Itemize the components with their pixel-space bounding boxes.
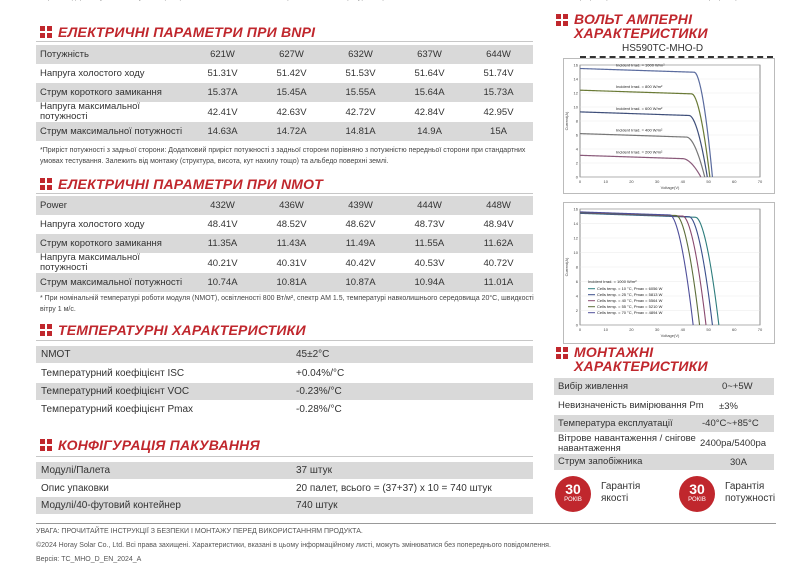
y-tick-label: 14 xyxy=(573,76,578,82)
cell: 10.87A xyxy=(326,273,395,292)
x-tick-label: 10 xyxy=(603,179,608,184)
row-label: Струм короткого замикання xyxy=(36,234,188,253)
row-label: Модулі/Палета xyxy=(41,465,111,476)
irradiance-label: Incident Irrad. = 1000 W/m² xyxy=(588,279,637,284)
table-row xyxy=(36,346,533,363)
row-value: 20 палет, всього = (37+37) x 10 = 740 штук xyxy=(296,483,492,494)
row-label: Вибір живлення xyxy=(558,380,629,392)
x-tick-label: 0 xyxy=(578,179,582,184)
y-axis-label: Current(A) xyxy=(564,111,569,131)
row-label: Струм максимальної потужності xyxy=(36,122,188,141)
curve-label: Incident Irrad. = 400 W/m² xyxy=(616,127,663,133)
cell: 40.53V xyxy=(414,257,445,269)
table-row xyxy=(36,462,533,479)
y-tick-label: 4 xyxy=(575,293,578,299)
x-tick-label: 30 xyxy=(654,179,660,184)
nmot-section-header xyxy=(40,176,323,192)
cell: 439W xyxy=(326,196,395,215)
table-row xyxy=(36,273,533,292)
badge-unit: РОКІВ xyxy=(564,497,582,503)
cell: 11.01A xyxy=(464,273,533,292)
quality-warranty-label: Гарантія якості xyxy=(601,481,641,504)
bnpi-section-header xyxy=(40,24,315,40)
cell: 627W xyxy=(257,45,326,64)
cell: 11.55A xyxy=(395,234,464,253)
legend-entry: Cells temp. = 70 °C, Pmax = 4894 W xyxy=(597,310,663,315)
row-value: 37 штук xyxy=(296,465,332,476)
curve-label: Incident Irrad. = 800 W/m² xyxy=(616,84,663,90)
y-tick-label: 16 xyxy=(573,206,578,212)
y-axis-label: Current(A) xyxy=(564,257,569,277)
row-label: Невизначеність вимірювання Pm xyxy=(558,400,704,411)
cell: 14.72A xyxy=(257,122,326,141)
iv-chart-temperature xyxy=(563,202,775,344)
curve-label: Incident Irrad. = 1000 W/m² xyxy=(616,62,665,68)
row-label: Вітрове навантаження / снігове навантаження xyxy=(558,432,696,454)
cell: 10.81A xyxy=(257,273,326,292)
mounting-section-header xyxy=(556,345,714,373)
bnpi-table xyxy=(36,45,533,141)
cell: 42.95V xyxy=(483,106,514,118)
iv-chart-irradiance-svg xyxy=(564,59,774,193)
x-tick-label: 0 xyxy=(578,327,582,332)
packaging-title: КОНФІГУРАЦІЯ ПАКУВАННЯ xyxy=(58,437,260,453)
row-label: Струм максимальної потужності xyxy=(36,273,188,292)
row-value: +0.04%/°C xyxy=(296,368,345,379)
row-label: Температурний коефіцієнт Pmax xyxy=(41,404,194,415)
table-row xyxy=(36,253,533,273)
row-label: Температурний коефіцієнт ISC xyxy=(41,368,185,379)
cell: 42.72V xyxy=(345,106,376,118)
y-tick-label: 6 xyxy=(575,132,578,138)
bnpi-note: *Приріст потужності з задньої сторони: Додатковий приріст потужності з задньої сторони порівняно з потужністю передньої сторони при стандартних умовах тестування. Залежить від монтажу (структура, висота, кут нахилу тощо) та альбедо поверхні землі. xyxy=(40,147,526,165)
y-tick-label: 6 xyxy=(575,279,578,284)
table-row xyxy=(36,83,533,102)
grid-icon xyxy=(40,26,52,38)
table-row xyxy=(554,378,774,395)
chart-plot xyxy=(564,63,763,191)
iv-curve xyxy=(580,90,710,177)
nmot-note: * При номінальній температурі роботи модуля (NMOT), освітленості 800 Вт/м², спектр AM 1.5, температурі навколишнього середовища 20°C, швидкості вітру 1 м/с. xyxy=(40,295,534,313)
y-tick-label: 0 xyxy=(575,174,578,180)
nmot-title: ЕЛЕКТРИЧНІ ПАРАМЕТРИ ПРИ NMOT xyxy=(58,176,323,192)
cell: 40.31V xyxy=(276,257,307,269)
table-row xyxy=(36,401,533,418)
x-axis-label: Voltage(V) xyxy=(660,185,680,190)
legend-entry: Cells temp. = 25 °C, Pmax = 5813 W xyxy=(597,292,663,297)
row-value: 0~+5W xyxy=(722,381,753,392)
grid-icon xyxy=(40,324,52,336)
table-row xyxy=(36,102,533,122)
cell: 15.73A xyxy=(464,83,533,102)
y-tick-label: 0 xyxy=(575,322,578,328)
table-row xyxy=(554,454,774,470)
cell: 42.41V xyxy=(207,106,238,118)
table-row xyxy=(554,397,774,415)
cell: 15.37A xyxy=(188,83,257,102)
iv-chart-temperature-svg xyxy=(564,203,774,343)
cell: 42.84V xyxy=(414,106,445,118)
y-tick-label: 4 xyxy=(575,146,578,152)
y-tick-label: 10 xyxy=(573,250,578,255)
iv-section-header xyxy=(556,12,714,40)
row-label: Потужність xyxy=(36,45,188,64)
x-tick-label: 50 xyxy=(706,179,711,184)
mounting-title: МОНТАЖНІ ХАРАКТЕРИСТИКИ xyxy=(574,344,708,374)
cell: 11.62A xyxy=(464,234,533,253)
badge-years: 30 xyxy=(689,481,705,497)
row-label: Температура експлуатації xyxy=(558,417,673,429)
top-fragment-a xyxy=(576,0,623,1)
cell: 48.41V xyxy=(207,219,238,230)
footer-copyright: ©2024 Horay Solar Co., Ltd. Всі права захищені. Характеристики, вказані в цьому інформаційному листі, можуть змінюватися без попереднього повідомлення. xyxy=(36,542,551,549)
cell: 51.53V xyxy=(345,68,376,79)
row-value: -0.23%/°C xyxy=(296,386,342,397)
grid-icon xyxy=(40,439,52,451)
y-tick-label: 10 xyxy=(573,104,578,110)
packaging-section-header xyxy=(40,437,260,453)
cell: 444W xyxy=(395,196,464,215)
badge-unit: РОКІВ xyxy=(688,497,706,503)
table-row xyxy=(554,415,774,432)
grid-icon xyxy=(556,347,568,359)
cell: 48.73V xyxy=(414,219,445,230)
cell: 51.42V xyxy=(276,68,307,79)
row-value: ±3% xyxy=(719,400,738,412)
cell: 15.64A xyxy=(395,83,464,102)
cell: 432W xyxy=(188,196,257,215)
bnpi-title: ЕЛЕКТРИЧНІ ПАРАМЕТРИ ПРИ BNPI xyxy=(58,24,316,40)
x-tick-label: 20 xyxy=(629,327,634,332)
footer-divider xyxy=(36,523,776,524)
cell: 637W xyxy=(395,45,464,64)
legend-entry: Cells temp. = 40 °C, Pmax = 5564 W xyxy=(597,298,663,303)
table-row xyxy=(554,433,774,454)
legend-entry: Cells temp. = 55 °C, Pmax = 5210 W xyxy=(597,304,663,309)
cell: 14.9A xyxy=(395,122,464,141)
table-row xyxy=(36,383,533,400)
cell: 40.42V xyxy=(345,257,376,269)
x-tick-label: 40 xyxy=(680,179,686,184)
cell: 644W xyxy=(464,45,533,64)
x-tick-label: 30 xyxy=(654,327,660,332)
y-tick-label: 8 xyxy=(575,264,578,270)
table-row xyxy=(36,45,533,64)
y-tick-label: 2 xyxy=(575,160,578,166)
cell: 15.45A xyxy=(257,83,326,102)
row-value: 2400pa/5400pa xyxy=(700,438,767,449)
divider xyxy=(36,340,533,341)
table-row xyxy=(36,196,533,215)
row-value: 30A xyxy=(730,456,747,468)
cell: 51.64V xyxy=(414,68,445,79)
table-row xyxy=(36,215,533,234)
temperature-section-header xyxy=(40,322,306,338)
badge-years: 30 xyxy=(565,481,581,497)
x-tick-label: 70 xyxy=(757,327,763,332)
cell: 448W xyxy=(464,196,533,215)
table-row xyxy=(36,234,533,253)
cell: 48.62V xyxy=(345,219,376,230)
row-label: Power xyxy=(36,196,188,215)
y-tick-label: 8 xyxy=(575,118,578,124)
cell: 11.49A xyxy=(326,234,395,253)
y-tick-label: 12 xyxy=(573,90,578,96)
cell: 15A xyxy=(464,122,533,141)
x-tick-label: 10 xyxy=(603,327,608,332)
row-label: Напруга холостого ходу xyxy=(40,218,145,230)
cell: 51.31V xyxy=(207,68,238,79)
iv-curve xyxy=(580,134,705,177)
cell: 48.52V xyxy=(276,219,307,230)
y-tick-label: 16 xyxy=(573,62,578,68)
x-tick-label: 50 xyxy=(706,327,711,332)
divider xyxy=(36,193,533,194)
table-row xyxy=(36,480,533,497)
row-value: 740 штук xyxy=(296,500,338,511)
x-tick-label: 60 xyxy=(732,179,737,184)
footer-warning: УВАГА: ПРОЧИТАЙТЕ ІНСТРУКЦІЇ З БЕЗПЕКИ І МОНТАЖУ ПЕРЕД ВИКОРИСТАННЯМ ПРОДУКТА. xyxy=(36,528,363,535)
top-fragment-b xyxy=(705,0,752,1)
curve-label: Incident Irrad. = 600 W/m² xyxy=(616,105,663,111)
power-warranty-badge xyxy=(679,476,715,512)
quality-warranty-badge xyxy=(555,476,591,512)
chart-plot xyxy=(564,207,763,339)
table-row xyxy=(36,122,533,141)
cell: 40.72V xyxy=(483,257,514,269)
row-label: Напруга максимальної потужності xyxy=(40,252,141,273)
iv-curve xyxy=(580,155,701,177)
row-label: Струм запобіжника xyxy=(558,456,643,467)
row-label: Напруга максимальної потужності xyxy=(40,101,141,122)
power-warranty-label: Гарантія потужності xyxy=(725,481,776,504)
x-tick-label: 20 xyxy=(629,179,634,184)
row-label: Модулі/40-футовий контейнер xyxy=(41,500,181,511)
iv-chart-irradiance xyxy=(563,58,775,194)
x-tick-label: 70 xyxy=(757,179,763,184)
x-axis-label: Voltage(V) xyxy=(660,333,680,338)
x-tick-label: 40 xyxy=(680,327,686,332)
x-tick-label: 60 xyxy=(732,327,737,332)
row-value: -40°C~+85°C xyxy=(702,418,759,429)
y-tick-label: 12 xyxy=(573,235,578,241)
legend-entry: Cells temp. = 10 °C, Pmax = 6056 W xyxy=(597,286,663,291)
cell: 40.21V xyxy=(207,257,238,269)
cell: 14.81A xyxy=(326,122,395,141)
row-label: Опис упаковки xyxy=(41,483,109,494)
cell: 51.74V xyxy=(483,68,514,79)
row-label: NMOT xyxy=(41,349,71,360)
row-label: Напруга холостого ходу xyxy=(40,67,145,79)
y-tick-label: 14 xyxy=(573,221,578,226)
cell: 11.35A xyxy=(188,234,257,253)
footer-version: Версія: TC_MHO_D_EN_2024_A xyxy=(36,556,142,563)
curve-label: Incident Irrad. = 200 W/m² xyxy=(616,149,663,155)
cell: 10.94A xyxy=(395,273,464,292)
iv-curve xyxy=(580,112,707,177)
row-label: Струм короткого замикання xyxy=(36,83,188,102)
top-fragment-note xyxy=(44,0,415,1)
cell: 632W xyxy=(326,45,395,64)
divider xyxy=(36,41,533,42)
table-row xyxy=(36,365,533,382)
cell: 48.94V xyxy=(483,219,514,230)
temperature-title: ТЕМПЕРАТУРНІ ХАРАКТЕРИСТИКИ xyxy=(58,322,306,338)
cell: 42.63V xyxy=(276,106,307,118)
grid-icon xyxy=(40,178,52,190)
model-name: HS590TC-MHO-D xyxy=(622,43,704,54)
iv-title: ВОЛЬТ АМПЕРНІ ХАРАКТЕРИСТИКИ xyxy=(574,11,708,41)
cell: 14.63A xyxy=(188,122,257,141)
cell: 436W xyxy=(257,196,326,215)
table-row xyxy=(36,64,533,83)
row-value: 45±2°C xyxy=(296,349,330,360)
grid-icon xyxy=(556,14,568,26)
row-label: Температурний коефіцієнт VOC xyxy=(41,386,190,397)
cell: 10.74A xyxy=(188,273,257,292)
cell: 15.55A xyxy=(326,83,395,102)
row-value: -0.28%/°C xyxy=(296,404,342,415)
y-tick-label: 2 xyxy=(575,308,578,313)
nmot-table xyxy=(36,196,533,292)
cell: 621W xyxy=(188,45,257,64)
divider xyxy=(36,456,533,457)
cell: 11.43A xyxy=(257,234,326,253)
table-row xyxy=(36,497,533,514)
